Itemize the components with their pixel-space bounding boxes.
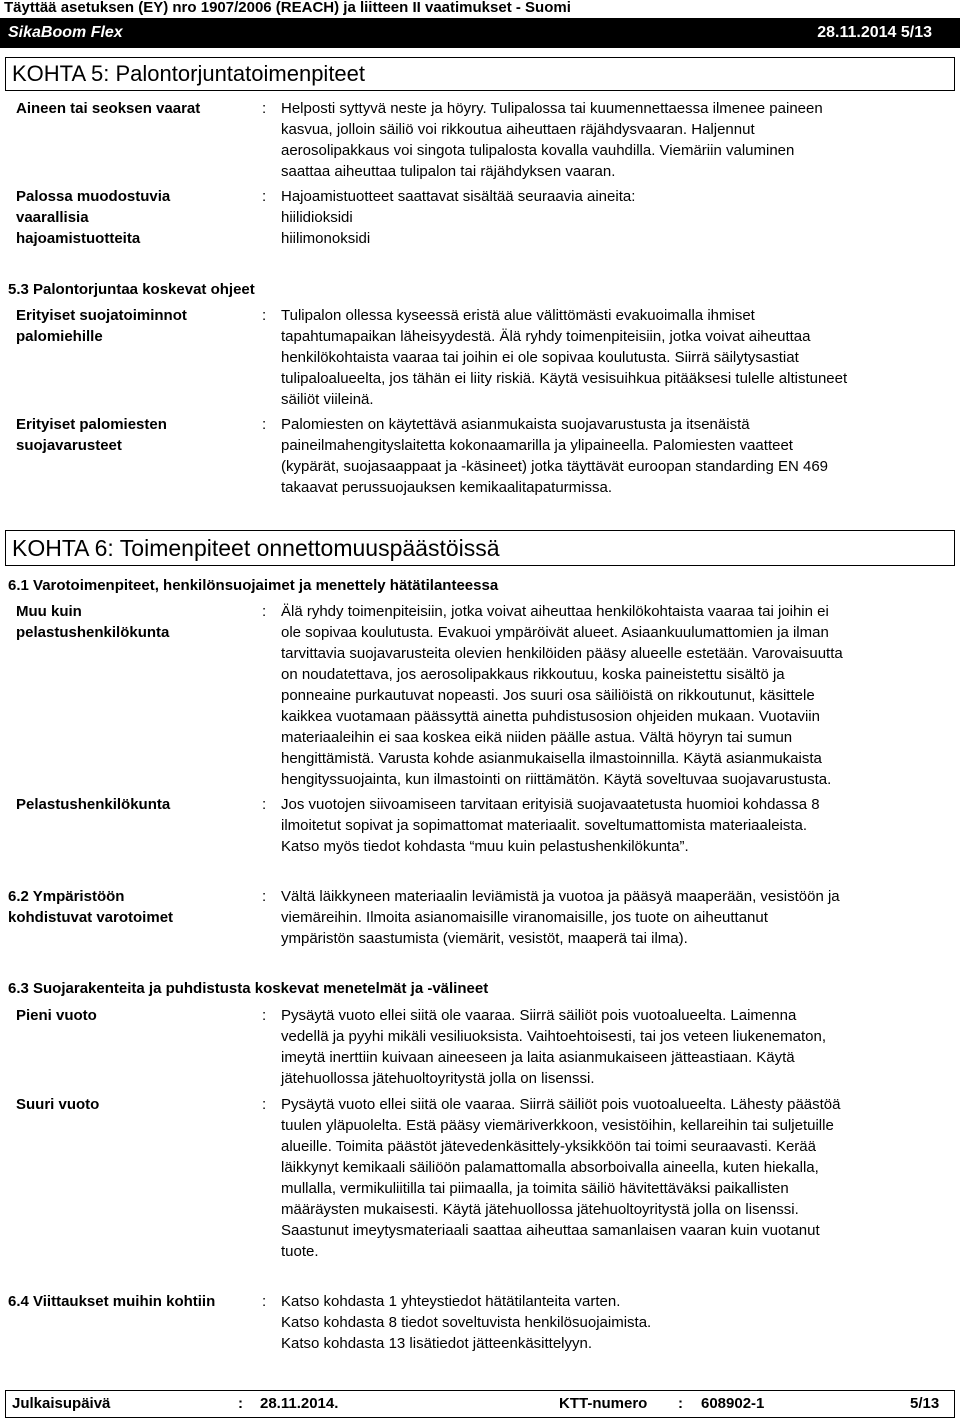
label-line: suojavarusteet [16, 437, 122, 454]
text-line: määräysten mukaisesti. Käytä jätehuollossa jätehuoltoyritystä jolla on lisenssi. [281, 1201, 799, 1218]
colon: : [678, 1395, 683, 1412]
colon: : [262, 888, 267, 905]
emergency-responders-text [281, 794, 949, 857]
text-line: paineilmahengityslaitetta kokonaamarilla ja ylipaineella. Palomiesten vaatteet [281, 437, 793, 454]
label-line: 6.2 Ympäristöön [8, 888, 125, 905]
label-line: palomiehille [16, 328, 103, 345]
text-line: Jos vuotojen siivoamiseen tarvitaan erityisiä suojavaatetusta huomioi kohdassa 8 [281, 796, 820, 813]
text-line: alueille. Toimita päästöt jätevedenkäsittely-yksikköön tai toimi seuraavasti. Kerää [281, 1138, 816, 1155]
text-line: Älä ryhdy toimenpiteisiin, jotka voivat aiheuttaa henkilökohtaista vaaraa tai joihin ei [281, 603, 829, 620]
subsection-5-3: 5.3 Palontorjuntaa koskevat ohjeet [8, 281, 255, 298]
text-line: imeytä inerttiin kuivaan aineeseen ja laita asianmukaiseen jätteastiaan. Käytä [281, 1049, 795, 1066]
label-line: hajoamistuotteita [16, 230, 141, 247]
colon: : [238, 1395, 243, 1412]
protective-equipment-text [281, 414, 949, 498]
references-label: 6.4 Viittaukset muihin kohtiin [8, 1293, 216, 1310]
label-line: pelastushenkilökunta [16, 624, 170, 641]
text-line: Katso kohdasta 8 tiedot soveltuvista henkilösuojaimista. [281, 1314, 652, 1331]
small-spill-text [281, 1005, 949, 1089]
environmental-precautions-text [281, 886, 949, 949]
special-actions-label [16, 305, 187, 347]
text-line: tuote. [281, 1243, 319, 1260]
text-line: (kypärät, suojasaappaat ja -käsineet) jotka täyttävät euroopan standarding EN 469 [281, 458, 829, 475]
text-line: takaavat perussuojauksen kemikaalitapaturmissa. [281, 479, 613, 496]
text-line: tuulen yläpuolelta. Estä pääsy viemäriverkkoon, vesistöihin, kellareihin tai suljetuille [281, 1117, 834, 1134]
large-spill-label: Suuri vuoto [16, 1096, 100, 1113]
colon: : [262, 796, 267, 813]
subsection-6-1: 6.1 Varotoimenpiteet, henkilönsuojaimet ja menettely hätätilanteessa [8, 577, 499, 594]
text-line: Tulipalon ollessa kyseessä eristä alue välittömästi evakuoimalla ihmiset [281, 307, 755, 324]
date-page: 28.11.2014 5/13 [817, 24, 932, 41]
emergency-responders-label: Pelastushenkilökunta [16, 796, 171, 813]
label-line: Palossa muodostuvia [16, 188, 171, 205]
text-line: materiaaleihin ei saa koskea eikä niiden päälle astua. Vältä höyryn tai sumun [281, 729, 793, 746]
hazards-text [281, 98, 949, 182]
colon: : [262, 416, 267, 433]
text-line: Pysäytä vuoto ellei siitä ole vaaraa. Siirrä säiliöt pois vuotoalueelta. Laimenna [281, 1007, 797, 1024]
colon: : [262, 188, 267, 205]
protective-equipment-label [16, 414, 167, 456]
text-line: Katso kohdasta 1 yhteystiedot hätätilanteita varten. [281, 1293, 621, 1310]
references-text [281, 1291, 949, 1354]
label-line: Erityiset suojatoiminnot [16, 307, 187, 324]
text-line: jätehuollossa jätehuoltoyritystä jolla on lisenssi. [281, 1070, 595, 1087]
text-line: tarvittavia suojavarusteita olevien henkilöiden pääsy alueelle estetään. Varovaisuutta [281, 645, 843, 662]
large-spill-text [281, 1094, 949, 1262]
colon: : [262, 1293, 267, 1310]
text-line: kasvua, jolloin säiliö voi rikkoutua aiheuttaen räjähdysvaaran. Haljennut [281, 121, 755, 138]
page-number: 5/13 [910, 1395, 940, 1412]
text-line: on noudatettava, jos aerosolipakkaus rikkoutuu, koska paineistettu sisältö ja [281, 666, 785, 683]
text-line: läikkynyt kemikaali säiliöön palamattomalla absorboivalla aineella, kuten hiekalla, [281, 1159, 819, 1176]
text-line: mullalla, vermikuliitilla tai piimaalla, ja toimita säiliö hävitettäväksi paikallisten [281, 1180, 789, 1197]
text-line: Hajoamistuotteet saattavat sisältää seuraavia aineita: [281, 188, 636, 205]
text-line: Vältä läikkyneen materiaalin leviämistä ja vuotoa ja pääsyä maaperään, vesistöön ja [281, 888, 840, 905]
text-line: kaikkea vuotamaan päässyttä ainetta puhdistusosion ohjeiden mukaan. Vuotaviin [281, 708, 820, 725]
section6-title: KOHTA 6: Toimenpiteet onnettomuuspäästöissä [5, 530, 955, 566]
colon: : [262, 100, 267, 117]
footer [5, 1390, 955, 1418]
product-header-bar [0, 18, 960, 48]
regulation-header: Täyttää asetuksen (EY) nro 1907/2006 (REACH) ja liitteen II vaatimukset - Suomi [4, 0, 571, 16]
text-line: vedellä ja pyyhi mikäli vesiliuoksista. Vaihtoehtoisesti, tai jos veteen liukenematon, [281, 1028, 827, 1045]
colon: : [262, 307, 267, 324]
text-line: Katso myös tiedot kohdasta “muu kuin pelastushenkilökunta”. [281, 838, 689, 855]
text-line: ponneaine purkautuvat nopeasti. Jos suuri osa säiliöistä on rikkoutunut, käsittele [281, 687, 815, 704]
hazards-label: Aineen tai seoksen vaarat [16, 100, 201, 117]
text-line: ilmoitetut sopivat ja sopimattomat materiaalit. soveltumattomista materiaaleista. [281, 817, 808, 834]
environmental-precautions-label [8, 886, 173, 928]
ktt-number-label: KTT-numero [559, 1395, 648, 1412]
text-line: ympäristön saastumista (viemärit, vesistöt, maaperä tai ilma). [281, 930, 688, 947]
product-name: SikaBoom Flex [8, 24, 123, 41]
small-spill-label: Pieni vuoto [16, 1007, 97, 1024]
text-line: Palomiesten on käytettävä asianmukaista suojavarustusta ja itsenäistä [281, 416, 750, 433]
special-actions-text [281, 305, 949, 410]
text-line: hengityssuojainta, kun ilmastointi on riittämätön. Käytä soveltuvaa suojavarustusta. [281, 771, 832, 788]
label-line: Muu kuin [16, 603, 82, 620]
text-line: hiilidioksidi [281, 209, 353, 226]
text-line: viemäreihin. Ilmoita asianomaisille viranomaisille, jos tuote on aiheuttanut [281, 909, 768, 926]
label-line: vaarallisia [16, 209, 89, 226]
publication-date: 28.11.2014. [260, 1395, 339, 1412]
text-line: Pysäytä vuoto ellei siitä ole vaaraa. Siirrä säiliöt pois vuotoalueelta. Lähesty päästöä [281, 1096, 841, 1113]
text-line: Katso kohdasta 13 lisätiedot jätteenkäsittelyyn. [281, 1335, 593, 1352]
text-line: aerosolipakkaus voi singota tulipalosta kovalla vauhdilla. Viemäriin valuminen [281, 142, 795, 159]
non-emergency-text [281, 601, 949, 790]
label-line: kohdistuvat varotoimet [8, 909, 174, 926]
publication-date-label: Julkaisupäivä [12, 1395, 111, 1412]
colon: : [262, 1007, 267, 1024]
colon: : [262, 1096, 267, 1113]
non-emergency-label [16, 601, 169, 643]
text-line: ole sopivaa koulutusta. Evakuoi ympäröivät alueet. Asiaankuulumattomien ja ilman [281, 624, 829, 641]
text-line: Helposti syttyvä neste ja höyry. Tulipalossa tai kuumennettaessa ilmenee paineen [281, 100, 823, 117]
text-line: tulipaloalueelta, jos tähän ei liity riskiä. Käytä vesisuihkua pitääksesi tulelle altistuneet [281, 370, 848, 387]
decomp-label [16, 186, 170, 249]
text-line: Saastunut imeytysmateriaali saattaa aiheuttaa samanlaisen vaaran kuin vuotanut [281, 1222, 820, 1239]
label-line: Erityiset palomiesten [16, 416, 167, 433]
text-line: hiilimonoksidi [281, 230, 371, 247]
text-line: saattaa aiheuttaa tulipalon tai räjähdyksen vaaran. [281, 163, 616, 180]
subsection-6-3: 6.3 Suojarakenteita ja puhdistusta koskevat menetelmät ja -välineet [8, 980, 489, 997]
colon: : [262, 603, 267, 620]
text-line: henkilökohtaista vaaraa tai joihin ei ole sopivaa koulutusta. Siirrä säilytysastiat [281, 349, 799, 366]
text-line: tapahtumapaikan läheisyydestä. Älä ryhdy toimenpiteisiin, jotka voivat aiheuttaa [281, 328, 811, 345]
section5-title: KOHTA 5: Palontorjuntatoimenpiteet [5, 57, 955, 91]
ktt-number: 608902-1 [701, 1395, 765, 1412]
text-line: hengittämistä. Varusta kohde asianmukaisella ilmastoinnilla. Käytä asianmukaista [281, 750, 822, 767]
text-line: säiliöt viileinä. [281, 391, 374, 408]
decomp-text [281, 186, 949, 249]
